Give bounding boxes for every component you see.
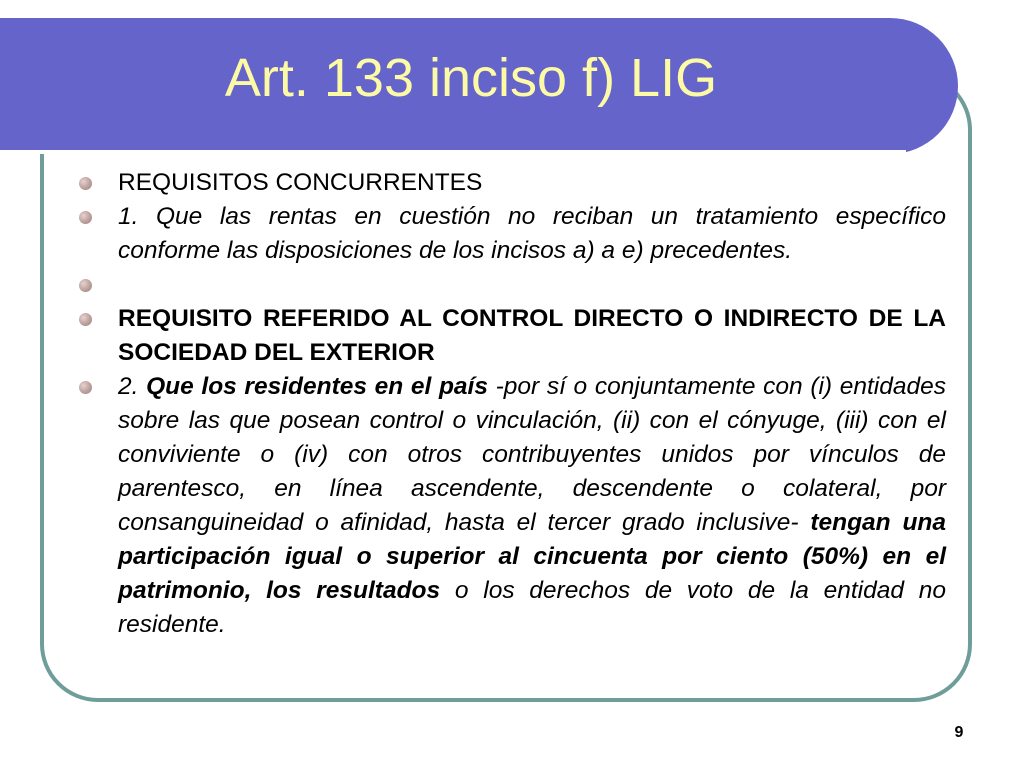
slide-title: Art. 133 inciso f) LIG bbox=[224, 48, 718, 108]
bullet-requisito-2 bbox=[118, 370, 946, 642]
page-number: 9 bbox=[954, 724, 964, 741]
requisito-2-subject: Que los residentes en el país bbox=[146, 373, 488, 400]
bullet-list bbox=[118, 166, 946, 642]
title-underline bbox=[0, 150, 906, 154]
requisito-2-ending: o los derechos de voto de la entidad no residente. bbox=[118, 577, 946, 638]
bullet-requisitos-concurrentes: REQUISITOS CONCURRENTES bbox=[118, 166, 946, 200]
requisito-2-detail: -por sí o conjuntamente con (i) entidades sobre las que posean control o vinculación, (ii) con el cónyuge, (iii) con el conviviente o (iv) con otros contribuyentes unidos por vínculos de parentesco, en línea ascendente, descendente o colateral, por consanguineidad o afinidad, hasta el tercer grado inclusive- bbox=[118, 373, 946, 536]
bullet-requisito-control: REQUISITO REFERIDO AL CONTROL DIRECTO O INDIRECTO DE LA SOCIEDAD DEL EXTERIOR bbox=[118, 302, 946, 370]
bullet-empty bbox=[118, 268, 946, 302]
requisito-2-threshold: tengan una participación igual o superior al cincuenta por ciento (50%) en el patrimonio, los resultados bbox=[118, 509, 947, 604]
requisito-2-number: 2. bbox=[118, 373, 147, 400]
bullet-requisito-1: 1. Que las rentas en cuestión no reciban un tratamiento específico conforme las disposiciones de los incisos a) a e) precedentes. bbox=[118, 200, 946, 268]
